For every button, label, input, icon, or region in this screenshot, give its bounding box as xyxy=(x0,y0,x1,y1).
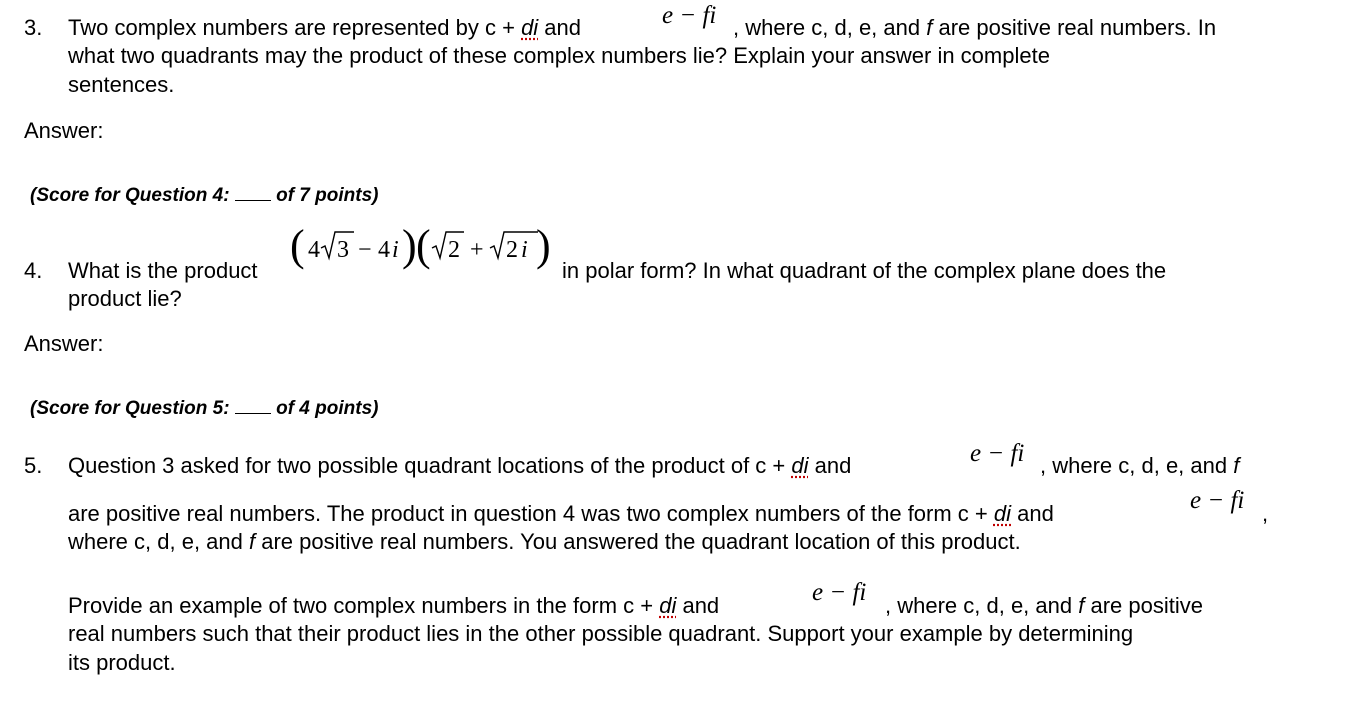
q3-line1-text-a: Two complex numbers are represented by c + xyxy=(68,15,522,40)
q5-p1-line1 xyxy=(68,455,851,477)
q4-plus: + xyxy=(470,237,484,263)
q4-expr xyxy=(290,224,568,276)
q5-p2-line1-text-a: Provide an example of two complex numbers in the form c + xyxy=(68,593,660,618)
q4-line1-text-b: in polar form? In what quadrant of the complex plane does the xyxy=(562,258,1167,283)
score-q4-blank xyxy=(235,186,271,201)
q5-di-2: di xyxy=(993,501,1012,526)
q3-expr: e − fi xyxy=(662,2,717,29)
score-q5 xyxy=(30,399,378,418)
q4-i1: i xyxy=(392,237,399,263)
q5-p2-line1 xyxy=(68,595,719,617)
q5-p1-line3-text-b: are positive real numbers. You answered the quadrant location of this product. xyxy=(255,529,1021,554)
q5-expr-1: e − fi xyxy=(970,440,1025,467)
q5-p2-line1-text-c: , where c, d, e, and xyxy=(885,593,1079,618)
q3-line1-end xyxy=(733,17,1216,39)
q4-four-b: 4 xyxy=(378,237,390,263)
score-q5-prefix: (Score for Question 5: xyxy=(30,398,235,419)
q5-p1-line3 xyxy=(68,531,1021,553)
score-q5-blank xyxy=(235,399,271,414)
q4-four: 4 xyxy=(308,237,320,263)
q3-number: 3. xyxy=(24,15,43,40)
score-q4 xyxy=(30,186,378,205)
q5-di-3: di xyxy=(659,593,677,618)
answer-label-q3: Answer: xyxy=(24,118,104,143)
q4-line1-text-a: What is the product xyxy=(68,258,258,283)
q5-p2-line1-end xyxy=(885,595,1203,617)
q5-p2-line1-text-d: are positive xyxy=(1084,593,1203,618)
q4-i2: i xyxy=(521,237,528,263)
q5-f-2: f xyxy=(249,529,256,554)
q5-expr-2: e − fi xyxy=(1190,487,1245,514)
q5-p2-line2: real numbers such that their product lies in the other possible quadrant. Support your example by determining xyxy=(68,621,1134,646)
q5-p1-line2-text-b: and xyxy=(1011,501,1054,526)
paren-close-1: ) xyxy=(402,224,417,270)
q4-two-b: 2 xyxy=(506,237,518,263)
q5-expr-3: e − fi xyxy=(812,579,867,606)
score-q4-suffix: of 7 points) xyxy=(270,185,379,206)
q5-f-3: f xyxy=(1078,593,1085,618)
paren-open-2: ( xyxy=(416,224,431,270)
q5-f-1: f xyxy=(1233,453,1240,478)
q3-line3: sentences. xyxy=(68,72,175,97)
q3-and: and xyxy=(538,15,582,40)
q5-p2-line3: its product. xyxy=(68,650,176,675)
q5-p1-line2 xyxy=(68,503,1054,525)
q4-two-a: 2 xyxy=(448,237,460,263)
q5-p2-line1-text-b: and xyxy=(676,593,720,618)
q5-p1-line1-end xyxy=(1040,455,1239,477)
q4-three: 3 xyxy=(337,237,349,263)
q4-line2: product lie? xyxy=(68,286,182,311)
q5-p1-line3-text-a: where c, d, e, and xyxy=(68,529,249,554)
q4-expr-svg xyxy=(290,224,568,272)
q5-di-1: di xyxy=(791,453,809,478)
q5-and-1: and xyxy=(808,453,852,478)
q5-number: 5. xyxy=(24,453,43,478)
score-q5-suffix: of 4 points) xyxy=(270,398,379,419)
paren-open-1: ( xyxy=(290,224,305,270)
q3-f: f xyxy=(926,15,933,40)
q5-p1-line2-text-a: are positive real numbers. The product in question 4 was two complex numbers of the form c + xyxy=(68,501,994,526)
score-q4-prefix: (Score for Question 4: xyxy=(30,185,235,206)
q3-line1-text-c: , where c, d, e, and xyxy=(733,15,927,40)
paren-close-2: ) xyxy=(536,224,551,270)
q5-p1-line1-text-b: , where c, d, e, and xyxy=(1040,453,1234,478)
q3-line1-text-d: are positive real numbers. In xyxy=(932,15,1217,40)
q4-minus: − xyxy=(358,237,372,263)
q4-number: 4. xyxy=(24,258,43,283)
q3-line2: what two quadrants may the product of these complex numbers lie? Explain your answer in complete xyxy=(68,43,1050,68)
q5-comma-2: , xyxy=(1262,501,1269,526)
q5-p1-line1-text-a: Question 3 asked for two possible quadrant locations of the product of c + xyxy=(68,453,792,478)
q3-line1 xyxy=(68,17,581,39)
q3-di: di xyxy=(521,15,539,40)
answer-label-q4: Answer: xyxy=(24,331,104,356)
